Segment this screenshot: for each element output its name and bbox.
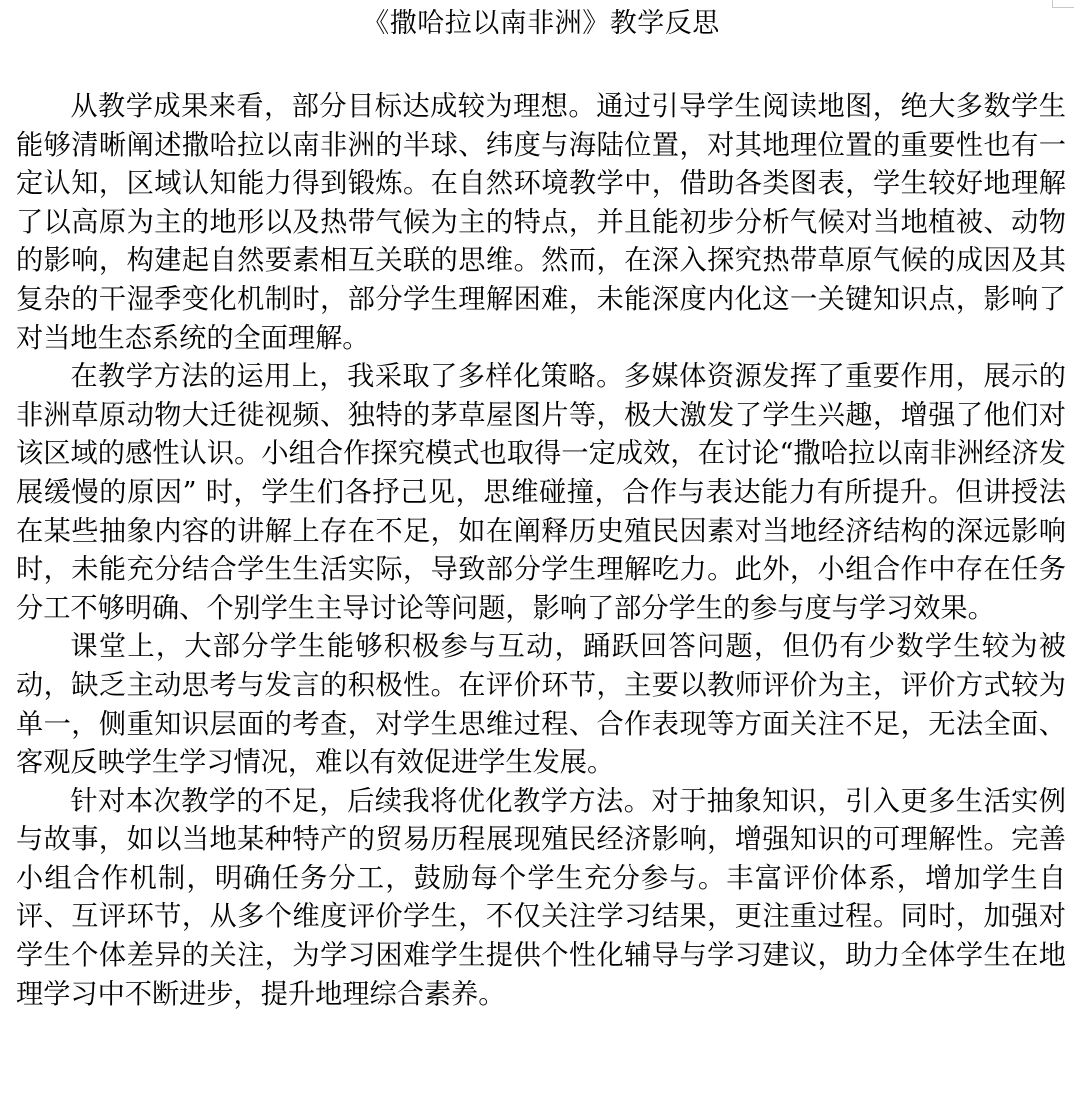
paragraph-classroom-evaluation: 课堂上，大部分学生能够积极参与互动，踊跃回答问题，但仍有少数学生较为被动，缺乏主动思考与发言的积极性。在评价环节，主要以教师评价为主，评价方式较为单一，侧重知识层面的考查，对学生思维过程、合作表现等方面关注不足，无法全面、客观反映学生学习情况，难以有效促进学生发展。 [16,631,1066,779]
paragraph-improvement-plan: 针对本次教学的不足，后续我将优化教学方法。对于抽象知识，引入更多生活实例与故事，如以当地某种特产的贸易历程展现殖民经济影响，增强知识的可理解性。完善小组合作机制，明确任务分工，鼓励每个学生充分参与。丰富评价体系，增加学生自评、互评环节，从多个维度评价学生，不仅关注学习结果，更注重过程。同时，加强对学生个体差异的关注，为学习困难学生提供个性化辅导与学习建议，助力全体学生在地理学习中不断进步，提升地理综合素养。 [16,785,1066,1010]
page-corner-mark [1052,0,1074,8]
document-title: 《撒哈拉以南非洲》教学反思 [362,8,720,39]
paragraph-teaching-methods: 在教学方法的运用上，我采取了多样化策略。多媒体资源发挥了重要作用，展示的非洲草原动物大迁徙视频、独特的茅草屋图片等，极大激发了学生兴趣，增强了他们对该区域的感性认识。小组合作探究模式也取得一定成效，在讨论“撒哈拉以南非洲经济发展缓慢的原因” 时，学生们各抒己见，思维碰撞，合作与表达能力有所提升。但讲授法在某些抽象内容的讲解上存在不足，如在阐释历史殖民因素对当地经济结构的深远影响时，未能充分结合学生生活实际，导致部分学生理解吃力。此外，小组合作中存在任务分工不够明确、个别学生主导讨论等问题，影响了部分学生的参与度与学习效果。 [16,361,1066,624]
document-body [16,88,1066,1014]
paragraph-teaching-results: 从教学成果来看，部分目标达成较为理想。通过引导学生阅读地图，绝大多数学生能够清晰阐述撒哈拉以南非洲的半球、纬度与海陆位置，对其地理位置的重要性也有一定认知，区域认知能力得到锻炼。在自然环境教学中，借助各类图表，学生较好地理解了以高原为主的地形以及热带气候为主的特点，并且能初步分析气候对当地植被、动物的影响，构建起自然要素相互关联的思维。然而，在深入探究热带草原气候的成因及其复杂的干湿季变化机制时，部分学生理解困难，未能深度内化这一关键知识点，影响了对当地生态系统的全面理解。 [16,91,1066,354]
